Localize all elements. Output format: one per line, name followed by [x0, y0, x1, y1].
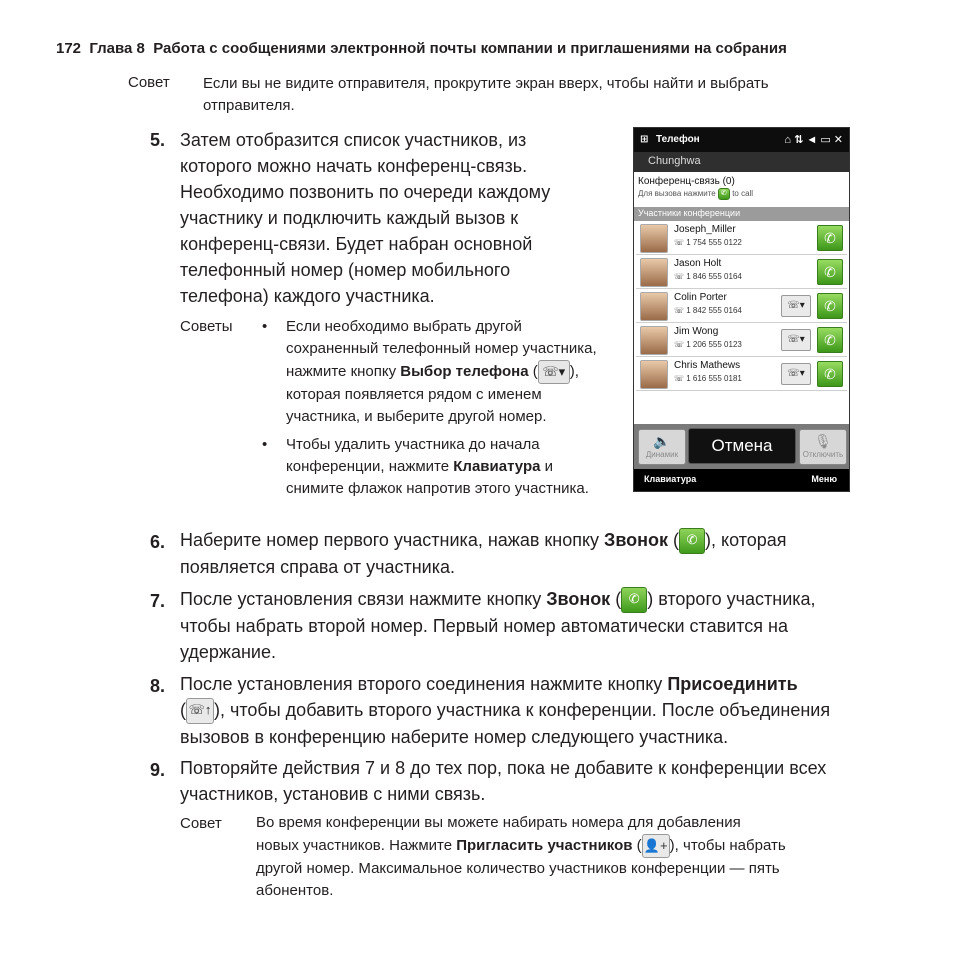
participant-row[interactable]: Chris Mathews ☏ 1 616 555 0181 ☏▾ ✆ — [636, 357, 847, 391]
menu-softkey[interactable]: Меню — [811, 474, 837, 484]
step-text — [180, 127, 610, 309]
participant-row[interactable]: Jason Holt ☏ 1 846 555 0164 ✆ — [636, 255, 847, 289]
mute-icon: 🎙 — [814, 433, 832, 449]
speaker-icon: 🔈 — [653, 433, 671, 449]
participant-row[interactable]: Joseph_Miller ☏ 1 754 555 0122 ✆ — [636, 221, 847, 255]
conference-header — [634, 176, 849, 200]
phone-call-icon: ✆ — [621, 587, 647, 613]
operator-bar — [634, 152, 849, 172]
windows-start-icon[interactable]: ⊞ — [640, 134, 649, 145]
bullet: • — [262, 318, 268, 335]
step-line: участнику и подключить каждый вызов к — [180, 208, 519, 228]
chapter-title: Работа с сообщениями электронной почты компании и приглашениями на собрания — [153, 40, 787, 57]
call-button[interactable]: ✆ — [817, 327, 843, 353]
phone-screenshot — [633, 127, 850, 492]
avatar — [640, 292, 668, 321]
phone-call-icon: ✆ — [718, 188, 730, 200]
step-line: которого можно начать конференц-связь. — [180, 156, 528, 176]
step-line: конференц-связи. Будет набран основной — [180, 234, 533, 254]
call-term: Звонок — [604, 530, 669, 550]
mute-button[interactable]: 🎙 Отключить — [799, 429, 847, 465]
conference-hint: Для вызова нажмите ✆ to call — [638, 189, 754, 199]
step-line: телефона) каждого участника. — [180, 286, 435, 306]
phone-call-icon: ✆ — [679, 528, 705, 554]
tip-label: Совет — [180, 815, 222, 832]
page-number: 172 — [56, 40, 82, 57]
invite-participants-icon: 👤+ — [642, 834, 670, 858]
avatar — [640, 224, 668, 253]
status-icons: ⌂ ⇅ ◄ ▭ ✕ — [784, 134, 843, 146]
step-text: Повторяйте действия 7 и 8 до тех пор, пока не добавите к конференции всех участников, установив с ними связь. — [180, 758, 827, 804]
join-call-icon: ☏↑ — [186, 698, 214, 724]
participants-section-bar: Участники конференции — [634, 207, 849, 221]
conference-title: Конференц-связь (0) — [638, 176, 735, 187]
call-button[interactable]: ✆ — [817, 361, 843, 387]
call-button[interactable]: ✆ — [817, 259, 843, 285]
join-term: Присоединить — [667, 674, 798, 694]
tip-text: Во время конференции вы можете набирать номера для добавления новых участников. Нажмите Пригласить участников ( 👤+ ), чтобы набрать другой номер. Максимальное количество участников конференции — пять абонентов. — [256, 814, 786, 899]
call-term: Звонок — [546, 589, 611, 609]
avatar — [640, 258, 668, 287]
bullet: • — [262, 436, 268, 453]
keyboard-term: Клавиатура — [453, 458, 541, 475]
phone-title-bar — [634, 128, 849, 152]
call-button[interactable]: ✆ — [817, 225, 843, 251]
participant-row[interactable]: Jim Wong ☏ 1 206 555 0123 ☏▾ ✆ — [636, 323, 847, 357]
select-phone-icon: ☏▾ — [538, 360, 570, 384]
call-button[interactable]: ✆ — [817, 293, 843, 319]
participant-row[interactable]: Colin Porter ☏ 1 842 555 0164 ☏▾ ✆ — [636, 289, 847, 323]
step-text: Наберите номер первого участника, нажав кнопку Звонок ( ✆ ), которая появляется справа от участника. — [180, 530, 787, 578]
cancel-button[interactable]: Отмена — [688, 428, 796, 464]
phone-title: Телефон — [656, 134, 700, 145]
select-phone-button[interactable]: ☏▾ — [781, 295, 811, 317]
chapter-label: Глава 8 — [89, 40, 145, 57]
step-number: 8. — [150, 676, 166, 696]
speaker-button[interactable]: 🔈 Динамик — [638, 429, 686, 465]
operator-name: Chunghwa — [648, 155, 701, 167]
step-number: 6. — [150, 532, 166, 552]
select-phone-button[interactable]: ☏▾ — [781, 363, 811, 385]
step-text: После установления второго соединения нажмите кнопку Присоединить ( ☏↑ ), чтобы добавить второго участника к конференции. После объединения вызовов в конференцию наберите номер следующего участника. — [180, 674, 831, 748]
step-line: Затем отобразится список участников, из — [180, 130, 527, 150]
tip-bullet-2: Чтобы удалить участника до начала конференции, нажмите Клавиатура и снимите флажок напротив этого участника. — [286, 436, 589, 497]
select-phone-term: Выбор телефона — [400, 362, 529, 380]
select-phone-button[interactable]: ☏▾ — [781, 329, 811, 351]
invite-term: Пригласить участников — [456, 836, 633, 854]
step-number: 7. — [150, 591, 166, 611]
tips-label: Советы — [180, 318, 233, 335]
soft-key-bar — [634, 469, 849, 491]
step-number: 9. — [150, 760, 166, 780]
tip-bullet-1: Если необходимо выбрать другой сохраненный телефонный номер участника, нажмите кнопку Выбор телефона ( ☏▾ ), которая появляется рядом с именем участника, и выберите другой номер. — [286, 318, 597, 425]
step-line: телефонный номер (номер мобильного — [180, 260, 511, 280]
avatar — [640, 326, 668, 355]
keyboard-softkey[interactable]: Клавиатура — [644, 474, 697, 484]
call-controls — [634, 424, 849, 469]
step-text: После установления связи нажмите кнопку Звонок ( ✆ ) второго участника, чтобы набрать второй номер. Первый номер автоматически ставится на удержание. — [180, 589, 816, 663]
page-header — [56, 40, 787, 57]
avatar — [640, 360, 668, 389]
step-line: Необходимо позвонить по очереди каждому — [180, 182, 551, 202]
tip-text: Если вы не видите отправителя, прокрутите экран вверх, чтобы найти и выбрать отправителя. — [203, 75, 769, 114]
tip-label: Совет — [128, 74, 170, 91]
step-number: 5. — [150, 130, 166, 150]
